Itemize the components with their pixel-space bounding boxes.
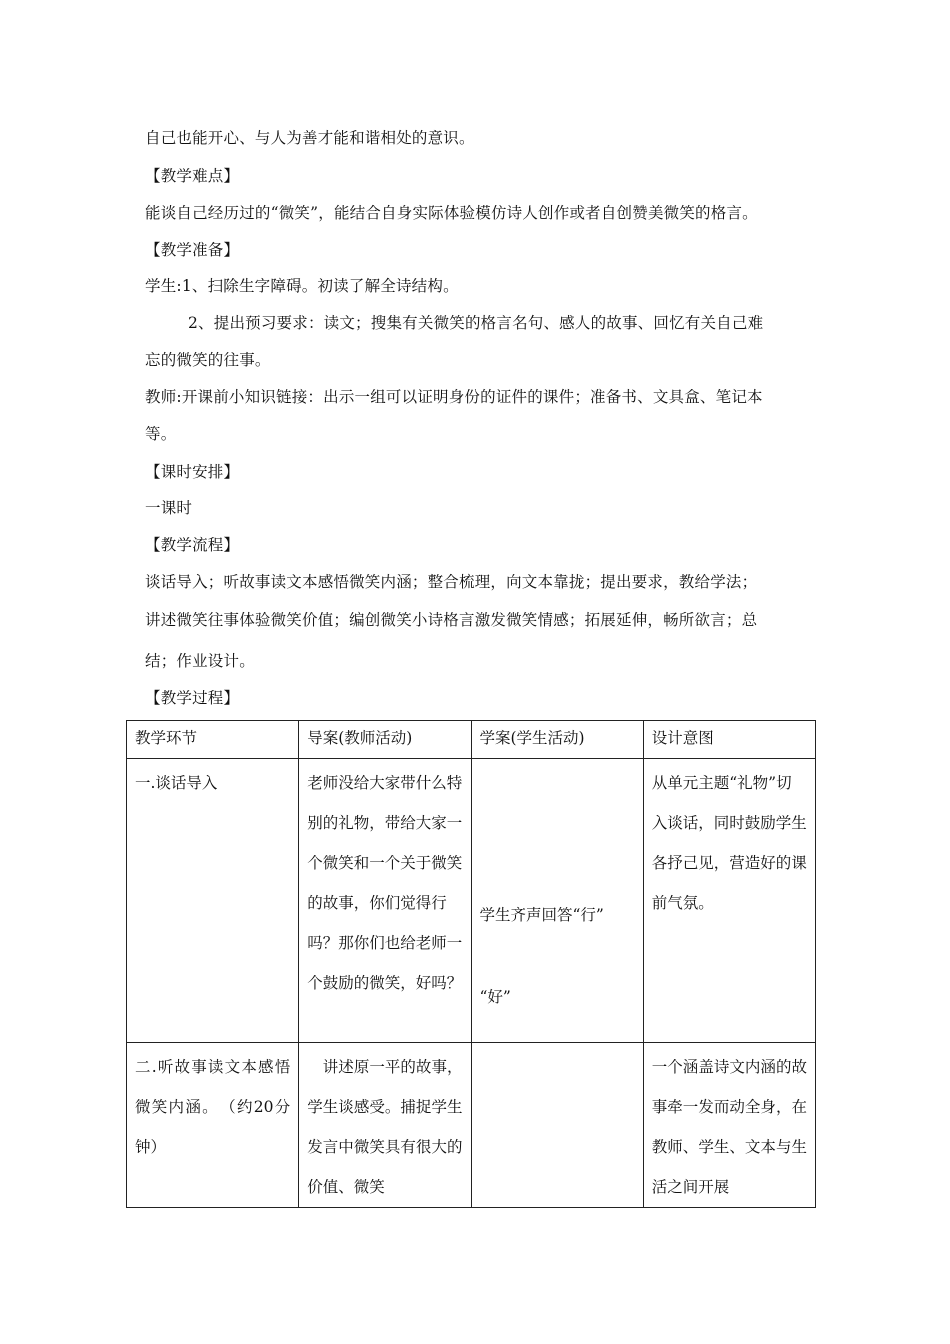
paragraph: 教师:开课前小知识链接：出示一组可以证明身份的证件的课件；准备书、文具盒、笔记本 bbox=[145, 388, 763, 406]
section-heading-flow: 【教学流程】 bbox=[145, 536, 240, 554]
table-cell-intent: 从单元主题“礼物”切入谈话，同时鼓励学生各抒己见，营造好的课前气氛。 bbox=[643, 759, 815, 1043]
section-heading-difficulty: 【教学难点】 bbox=[145, 167, 240, 185]
paragraph: 谈话导入；听故事读文本感悟微笑内涵；整合梳理，向文本靠拢；提出要求，教给学法； bbox=[145, 573, 758, 591]
paragraph: 2、提出预习要求：读文；搜集有关微笑的格言名句、感人的故事、回忆有关自己难 bbox=[188, 314, 764, 332]
table-cell-stage: 一.谈话导入 bbox=[127, 759, 299, 1043]
section-heading-process: 【教学过程】 bbox=[145, 689, 240, 707]
table-cell-teacher: 讲述原一平的故事，学生谈感受。捕捉学生发言中微笑具有很大的价值、微笑 bbox=[299, 1043, 471, 1208]
paragraph: 忘的微笑的往事。 bbox=[145, 351, 271, 369]
table-header-cell: 学案(学生活动) bbox=[471, 721, 643, 759]
table-cell-stage: 二.听故事读文本感悟微笑内涵。 （约20分钟） bbox=[127, 1043, 299, 1208]
table-cell-intent: 一个涵盖诗文内涵的故事牵一发而动全身，在教师、学生、文本与生活之间开展 bbox=[643, 1043, 815, 1208]
table-row bbox=[127, 1043, 816, 1208]
paragraph: 能谈自己经历过的“微笑”，能结合自身实际体验模仿诗人创作或者自创赞美微笑的格言。 bbox=[145, 204, 758, 222]
table-header-cell: 教学环节 bbox=[127, 721, 299, 759]
section-heading-preparation: 【教学准备】 bbox=[145, 241, 240, 259]
paragraph: 讲述微笑往事体验微笑价值；编创微笑小诗格言激发微笑情感；拓展延伸，畅所欲言；总 bbox=[145, 611, 758, 629]
table-cell-student bbox=[471, 1043, 643, 1208]
paragraph: 一课时 bbox=[145, 499, 193, 517]
table-header-cell: 设计意图 bbox=[643, 721, 815, 759]
paragraph: 结；作业设计。 bbox=[145, 652, 255, 670]
table-cell-student bbox=[471, 759, 643, 1043]
paragraph: 学生:1、扫除生字障碍。初读了解全诗结构。 bbox=[145, 277, 459, 295]
table-header-row bbox=[127, 721, 816, 759]
table-cell-teacher: 老师没给大家带什么特别的礼物，带给大家一个微笑和一个关于微笑的故事，你们觉得行吗？那你们也给老师一个鼓励的微笑，好吗？ bbox=[299, 759, 471, 1043]
table-header-cell: 导案(教师活动) bbox=[299, 721, 471, 759]
student-response: “好” bbox=[479, 988, 511, 1006]
paragraph: 自己也能开心、与人为善才能和谐相处的意识。 bbox=[145, 129, 475, 147]
student-response: 学生齐声回答“行” bbox=[479, 906, 604, 924]
table-row bbox=[127, 759, 816, 1043]
section-heading-schedule: 【课时安排】 bbox=[145, 463, 240, 481]
lesson-process-table bbox=[126, 720, 816, 1208]
paragraph: 等。 bbox=[145, 425, 177, 443]
